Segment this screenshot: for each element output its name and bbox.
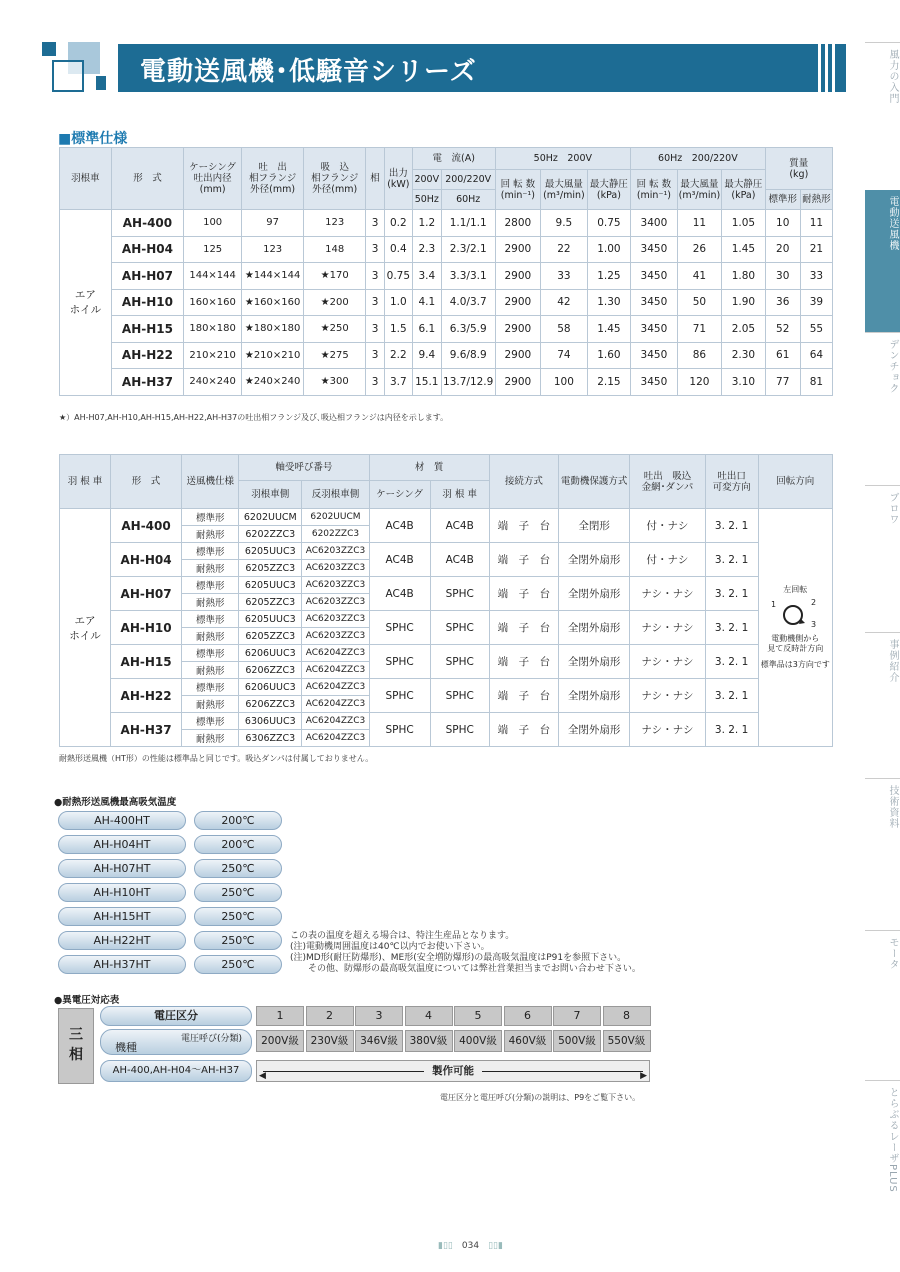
spec-section-title: ■標準仕様 (58, 131, 128, 147)
voltage-class: 4 (405, 1006, 453, 1026)
heat-model: AH-H22HT (58, 931, 186, 950)
page-title: 電動送風機･低騒音シリーズ (140, 57, 477, 87)
table-row: AH-H10 160×160 ★160×160 ★200 3 1.0 4.1 4.0/3.7 2900 42 1.30 3450 50 1.90 36 39 (60, 289, 833, 316)
sidebar-tab[interactable]: デンチョク (865, 332, 900, 485)
table-row: 耐熱形 6205ZZC3 AC6203ZZC3 (60, 628, 833, 645)
heat-model: AH-H04HT (58, 835, 186, 854)
rotation-icon (765, 595, 825, 631)
table-row: AH-H04 標準形 6205UUC3 AC6203ZZC3 AC4B AC4B 端 子 台 全閉外扇形 付・ナシ 3. 2. 1 (60, 543, 833, 560)
svg-text:3: 3 (811, 620, 817, 629)
table-row: 耐熱形 6202ZZC3 6202ZZC3 (60, 526, 833, 543)
phase-label: 三 相 (58, 1008, 94, 1084)
hdr-impeller: 羽根車 (60, 148, 112, 210)
voltage-note: 電圧区分と電圧呼び(分類)の説明は、P9をご覧下さい。 (440, 1093, 641, 1102)
table-row: AH-H22 標準形 6206UUC3 AC6204ZZC3 SPHC SPHC 端 子 台 全閉外扇形 ナシ・ナシ 3. 2. 1 (60, 679, 833, 696)
table-row: AH-H10 標準形 6205UUC3 AC6203ZZC3 SPHC SPHC 端 子 台 全閉外扇形 ナシ・ナシ 3. 2. 1 (60, 611, 833, 628)
voltage-call: 460V級 (504, 1030, 552, 1052)
table-row: AH-H04 125 123 148 3 0.4 2.3 2.3/2.1 2900 22 1.00 3450 26 1.45 20 21 (60, 236, 833, 263)
sidebar-tab[interactable]: ブロワ (865, 485, 900, 632)
logo-square-dark (42, 42, 56, 56)
table-row: AH-H37 240×240 ★240×240 ★300 3 3.7 15.1 13.7/12.9 2900 100 2.15 3450 120 3.10 77 81 (60, 369, 833, 396)
table-row: AH-H22 210×210 ★210×210 ★275 3 2.2 9.4 9.6/8.9 2900 74 1.60 3450 86 2.30 61 64 (60, 342, 833, 369)
table-row: AH-H37 標準形 6306UUC3 AC6204ZZC3 SPHC SPHC 端 子 台 全閉外扇形 ナシ・ナシ 3. 2. 1 (60, 713, 833, 730)
heat-title: ●耐熱形送風機最高吸気温度 (54, 797, 177, 808)
heat-model: AH-400HT (58, 811, 186, 830)
hdr-model: 形 式 (111, 148, 183, 210)
heat-temp: 250℃ (194, 955, 282, 974)
table-row: エア ホイル AH-400 標準形 6202UUCM 6202UUCM AC4B AC4B 端 子 台 全閉形 付・ナシ 3. 2. 1 左回転 1 2 3 電動機側から 見て反時計方向 標準品は3方向です (60, 509, 833, 526)
svg-text:1: 1 (771, 600, 777, 609)
sidebar-tab[interactable]: 電動送風機 (865, 190, 900, 332)
table-row: AH-H07 144×144 ★144×144 ★170 3 0.75 3.4 3.3/3.1 2900 33 1.25 3450 41 1.80 30 33 (60, 263, 833, 290)
heat-model: AH-H10HT (58, 883, 186, 902)
svg-text:2: 2 (811, 598, 817, 607)
voltage-class: 6 (504, 1006, 552, 1026)
model-call-box: 電圧呼び(分類) 機種 (100, 1029, 252, 1055)
voltage-class: 1 (256, 1006, 304, 1026)
table-row: 耐熱形 6206ZZC3 AC6204ZZC3 (60, 696, 833, 713)
spec-note: ★）AH-H07,AH-H10,AH-H15,AH-H22,AH-H37の吐出相フランジ及び､吸込相フランジは内径を示します。 (59, 413, 449, 422)
heat-model: AH-H37HT (58, 955, 186, 974)
sidebar-tab[interactable]: 事例紹介 (865, 632, 900, 778)
class-label: 電圧区分 (100, 1006, 252, 1026)
voltage-title: ●異電圧対応表 (54, 995, 120, 1006)
voltage-call: 500V級 (553, 1030, 601, 1052)
voltage-class: 2 (306, 1006, 354, 1026)
rotation-cell: 左回転 1 2 3 電動機側から 見て反時計方向 標準品は3方向です (758, 509, 832, 747)
impeller-cell: エア ホイル (60, 509, 111, 747)
sidebar (865, 42, 900, 1222)
heat-temp: 250℃ (194, 931, 282, 950)
sidebar-tab[interactable]: モータ (865, 930, 900, 1080)
voltage-class: 7 (553, 1006, 601, 1026)
heat-notes: この表の温度を超える場合は、特注生産品となります。 (注)電動機周囲温度は40℃以内でお使い下さい。 (注)MD形(耐圧防爆形)、ME形(安全増防爆形)の最高吸気温度はP91を参照下さい。 その他、防爆形の最高吸気温度については弊社営業担当までお問い合わせ下さい。 (290, 931, 641, 974)
table-row: エア ホイル AH-400 100 97 123 3 0.2 1.2 1.1/1.1 2800 9.5 0.75 3400 11 1.05 10 11 (60, 210, 833, 237)
page-header (118, 44, 846, 92)
table-row: AH-H07 標準形 6205UUC3 AC6203ZZC3 AC4B SPHC 端 子 台 全閉外扇形 ナシ・ナシ 3. 2. 1 (60, 577, 833, 594)
sidebar-tab[interactable]: とらぶるレーザPLUS (865, 1080, 900, 1220)
voltage-call: 550V級 (603, 1030, 651, 1052)
available-bar: ◀ ▶ 製作可能 (256, 1060, 650, 1082)
voltage-call: 400V級 (454, 1030, 502, 1052)
voltage-class: 8 (603, 1006, 651, 1026)
sidebar-tab[interactable]: 技術資料 (865, 778, 900, 930)
table-row: 耐熱形 6206ZZC3 AC6204ZZC3 (60, 662, 833, 679)
impeller-cell: エア ホイル (60, 210, 112, 396)
table-row: AH-H15 標準形 6206UUC3 AC6204ZZC3 SPHC SPHC 端 子 台 全閉外扇形 ナシ・ナシ 3. 2. 1 (60, 645, 833, 662)
logo-square-small (96, 76, 106, 90)
heat-temp: 200℃ (194, 811, 282, 830)
logo-square-outline (52, 60, 84, 92)
parts-table: 羽 根 車 形 式 送風機仕様 軸受呼び番号 材 質 接続方式 電動機保護方式 吐出 吸込 金網･ダンパ 吐出口 可変方向 回転方向 羽根車側 反羽根車側 ケーシング 羽 根 車 エア ホイル AH-400 標準形 6202UUCM 6202UUCM AC4B AC4B 端 子 台 全閉形 付・ナシ 3. 2. 1 左回転 1 2 3 電動機側から 見て反時計方向 標準品は3方向です 耐熱形 6202ZZC3 6202ZZC3 AH-H04 標準形 6205UUC3 AC6203ZZC3 AC4B AC4B 端 子 台 全閉外扇形 付・ナシ 3. 2. 1 耐熱形 6205ZZC3 AC6203ZZC3 AH-H07 標準形 6205UUC3 AC6203ZZC3 AC4B SPHC 端 子 台 全閉外扇形 ナシ・ナシ 3. 2. 1 耐熱形 6205ZZC3 AC6203ZZC3 AH-H10 標準形 6205UUC3 AC6203ZZC3 SPHC SPHC 端 子 台 全閉外扇形 ナシ・ナシ 3. 2. 1 耐熱形 6205ZZC3 AC6203ZZC3 AH-H15 標準形 6206UUC3 AC6204ZZC3 SPHC SPHC 端 子 台 全閉外扇形 ナシ・ナシ 3. 2. 1 耐熱形 6206ZZC3 AC6204ZZC3 AH-H22 標準形 6206UUC3 AC6204ZZC3 SPHC SPHC 端 子 台 全閉外扇形 ナシ・ナシ 3. 2. 1 耐熱形 6206ZZC3 AC6204ZZC3 AH-H37 標準形 6306UUC3 AC6204ZZC3 SPHC SPHC 端 子 台 全閉外扇形 ナシ・ナシ 3. 2. 1 耐熱形 6306ZZC3 AC6204ZZC3 (59, 454, 833, 747)
heat-model: AH-H15HT (58, 907, 186, 926)
heat-temp: 250℃ (194, 907, 282, 926)
table-row: 耐熱形 6205ZZC3 AC6203ZZC3 (60, 594, 833, 611)
spec-table: 羽根車 形 式 ケーシング 吐出内径 (mm) 吐 出 相フランジ 外径(mm) 吸 込 相フランジ 外径(mm) 相 出力 (kW) 電 流(A) 50Hz 200V 60Hz 200/220V 質量 (kg) 200V 200/220V 回 転 数 (min⁻¹) 最大風量 (m³/min) 最大静圧 (kPa) 回 転 数 (min⁻¹) 最大風量 (m³/min) 最大静圧 (kPa) 50Hz 60Hz 標準形 耐熱形 エア ホイル AH-400 100 97 123 3 0.2 1.2 1.1/1.1 2800 9.5 0.75 3400 11 1.05 10 11 AH-H04 125 123 148 3 0.4 2.3 2.3/2.1 2900 22 1.00 3450 26 1.45 20 21 AH-H07 144×144 ★144×144 ★170 3 0.75 3.4 3.3/3.1 2900 33 1.25 3450 41 1.80 30 33 AH-H10 160×160 ★160×160 ★200 3 1.0 4.1 4.0/3.7 2900 42 1.30 3450 50 1.90 36 39 AH-H15 180×180 ★180×180 ★250 3 1.5 6.1 6.3/5.9 2900 58 1.45 3450 71 2.05 52 55 AH-H22 210×210 ★210×210 ★275 3 2.2 9.4 9.6/8.9 2900 74 1.60 3450 86 2.30 61 64 AH-H37 240×240 ★240×240 ★300 3 3.7 15.1 13.7/12.9 2900 100 2.15 3450 120 3.10 77 81 (59, 147, 833, 396)
heat-temp: 250℃ (194, 859, 282, 878)
parts-note: 耐熱形送風機（HT形）の性能は標準品と同じです。吸込ダンパは付属しておりません。 (59, 754, 374, 763)
table-row: AH-H15 180×180 ★180×180 ★250 3 1.5 6.1 6.3/5.9 2900 58 1.45 3450 71 2.05 52 55 (60, 316, 833, 343)
page-number: ▮▯▯ 034 ▯▯▮ (438, 1241, 503, 1251)
voltage-call: 380V級 (405, 1030, 453, 1052)
models-label: AH-400,AH-H04〜AH-H37 (100, 1060, 252, 1082)
voltage-call: 230V級 (306, 1030, 354, 1052)
heat-temp: 250℃ (194, 883, 282, 902)
heat-temp: 200℃ (194, 835, 282, 854)
voltage-call: 200V級 (256, 1030, 304, 1052)
heat-model: AH-H07HT (58, 859, 186, 878)
table-row: 耐熱形 6205ZZC3 AC6203ZZC3 (60, 560, 833, 577)
table-row: 耐熱形 6306ZZC3 AC6204ZZC3 (60, 730, 833, 747)
voltage-class: 5 (454, 1006, 502, 1026)
voltage-call: 346V級 (355, 1030, 403, 1052)
sidebar-tab[interactable]: 風力の入門 (865, 42, 900, 190)
voltage-class: 3 (355, 1006, 403, 1026)
